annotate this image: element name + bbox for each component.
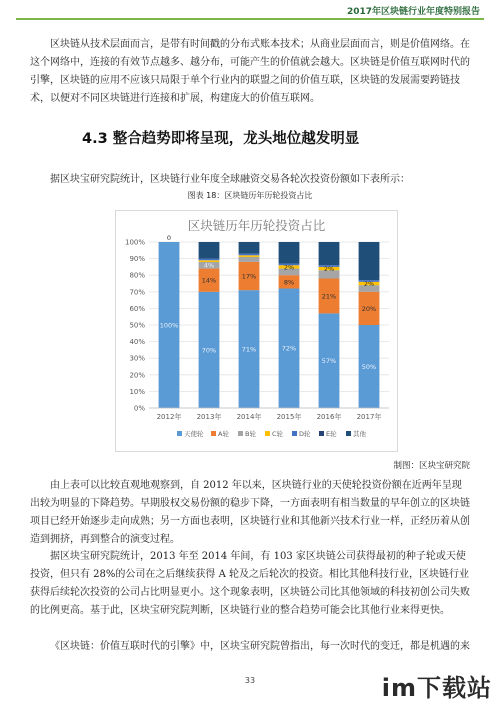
- data-label: 70%: [201, 346, 217, 355]
- legend-swatch: [177, 431, 182, 436]
- chart-credit: 制图：区块宝研究院: [393, 461, 470, 471]
- y-tick-label: 20%: [129, 371, 145, 380]
- page-number: 33: [244, 676, 256, 685]
- legend-label: 其他: [353, 430, 366, 438]
- legend-label: D轮: [299, 430, 311, 438]
- figure-caption: 图表 18：区块链历年历轮投资占比: [187, 191, 313, 200]
- legend-label: C轮: [272, 430, 284, 438]
- y-tick-label: 100%: [124, 238, 145, 247]
- bar-segment: [199, 242, 220, 259]
- section-heading: 4.3 整合趋势即将呈现，龙头地位越发明显: [82, 131, 360, 147]
- data-label: 14%: [201, 276, 217, 285]
- x-tick-label: 2012年: [156, 413, 182, 421]
- paragraph-intro: 据区块宝研究院统计，区块链行业年度全球融资交易各轮次投资份额如下表所示：: [50, 174, 410, 185]
- paragraph-value-network: 区块链从技术层面而言，是带有时间戳的分布式账本技术；从商业层面而言，则是价值网络。在这个网络中，连接的有效节点越多、越分布，可能产生的价值就会越大。区块链是价值互联网时代的引擎，区块链的应用不应该只局限于单个行业内的联盟之间的价值互联，区块链的发展需要跨链技术，以便对不同区块链进行连接和扩展，构建庞大的价值互联网。: [30, 39, 470, 104]
- legend-label: E轮: [326, 430, 337, 438]
- y-tick-label: 40%: [129, 338, 145, 347]
- bar-segment: [279, 242, 300, 264]
- legend-swatch: [238, 431, 243, 436]
- legend-label: A轮: [218, 430, 229, 438]
- x-tick-label: 2017年: [356, 413, 382, 421]
- bar-segment: [239, 257, 260, 262]
- data-label: 0: [166, 234, 172, 242]
- data-label: 2%: [283, 263, 295, 272]
- data-label: 21%: [321, 292, 337, 301]
- data-label: 50%: [361, 363, 377, 371]
- header-divider: [16, 18, 484, 20]
- paragraph-follow-on-rounds: 据区块宝研究院统计，2013 年至 2014 年间，有 103 家区块链公司获得最初的种子轮或天使投资，但只有 28%的公司在之后继续获得 A 轮及之后轮次的投资。相比其他科技行业，区块链行业获得后续轮次投资的公司占比明显更小。这个现象表明，区块链公司比其他领域的科技初创公司失败的比例更高。基于此，区块宝研究院判断，区块链行业的整合趋势可能会比其他行业来得更快。: [30, 551, 470, 616]
- legend-swatch: [346, 431, 351, 436]
- y-tick-label: 50%: [129, 321, 145, 330]
- x-tick-label: 2015年: [276, 413, 302, 421]
- paragraph-angel-decline: 由上表可以比较直观地观察到，自 2012 年以来，区块链行业的天使轮投资份额在近两年呈现出较为明显的下降趋势。早期股权交易份额的稳步下降，一方面表明有相当数量的早年创立的区块链项目已经开始逐步走向成熟；另一方面也表明，区块链行业和其他新兴技术行业一样，正经历着从创造到拥挤，再到整合的演变过程。: [30, 480, 470, 545]
- legend-swatch: [292, 431, 297, 436]
- y-tick-label: 30%: [129, 354, 145, 363]
- chart-title: 区块链历年历轮投资占比: [187, 218, 326, 233]
- y-tick-label: 90%: [129, 255, 145, 264]
- site-watermark: im下载站: [381, 674, 492, 702]
- y-tick-label: 0%: [133, 404, 145, 413]
- y-tick-label: 10%: [129, 387, 145, 396]
- investment-share-chart: [115, 210, 398, 452]
- x-tick-label: 2014年: [236, 413, 262, 421]
- data-label: 100%: [159, 321, 179, 330]
- x-tick-label: 2013年: [196, 413, 222, 421]
- data-label: 2%: [363, 280, 375, 288]
- y-tick-label: 70%: [129, 288, 145, 297]
- legend-label: B轮: [245, 430, 256, 438]
- legend-swatch: [319, 431, 324, 436]
- data-label: 71%: [241, 345, 257, 354]
- report-header-title: 2017年区块链行业年度特别报告: [346, 7, 480, 17]
- legend-swatch: [211, 431, 216, 436]
- bar-segment: [239, 255, 260, 257]
- bar-segment: [359, 242, 380, 280]
- legend-label: 天使轮: [184, 430, 204, 438]
- paragraph-engine-quote: 《区块链：价值互联时代的引擎》中，区块宝研究院曾指出，每一次时代的变迁，都是机遇的来: [50, 641, 470, 652]
- data-label: 8%: [283, 278, 295, 287]
- data-label: 2%: [323, 265, 335, 274]
- data-label: 72%: [281, 344, 297, 353]
- data-label: 57%: [321, 357, 337, 366]
- y-tick-label: 80%: [129, 271, 145, 280]
- data-label: 20%: [361, 304, 377, 313]
- data-label: 4%: [203, 261, 215, 270]
- bar-segment: [239, 242, 260, 254]
- bar-segment: [239, 254, 260, 256]
- x-tick-label: 2016年: [316, 413, 342, 421]
- y-tick-label: 60%: [129, 304, 145, 313]
- legend-swatch: [265, 431, 270, 436]
- data-label: 17%: [241, 272, 257, 281]
- bar-segment: [319, 242, 340, 265]
- bar-segment: [199, 259, 220, 261]
